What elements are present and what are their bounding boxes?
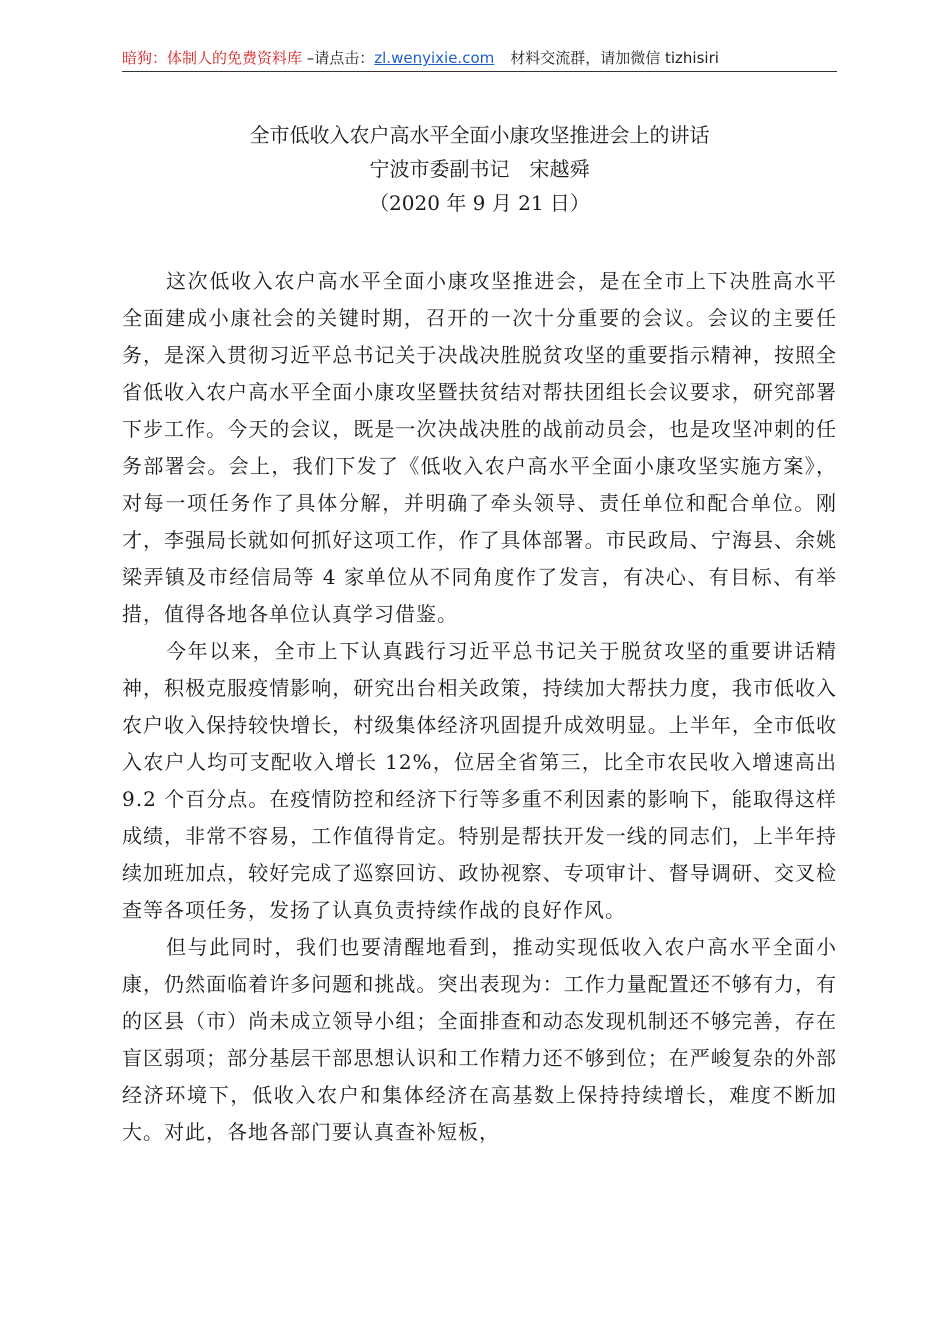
header-brand: 暗狗：体制人的免费资料库 xyxy=(122,49,303,67)
page-header xyxy=(122,46,837,70)
paragraph: 今年以来，全市上下认真践行习近平总书记关于脱贫攻坚的重要讲话精神，积极克服疫情影响，研究出台相关政策，持续加大帮扶力度，我市低收入农户收入保持较快增长，村级集体经济巩固提升成效明显。上半年，全市低收入农户人均可支配收入增长 12%，位居全省第三，比全市农民收入增速高出 9.2 个百分点。在疫情防控和经济下行等多重不利因素的影响下，能取得这样成绩，非常不容易，工作值得肯定。特别是帮扶开发一线的同志们，上半年持续加班加点，较好完成了巡察回访、政协视察、专项审计、督导调研、交叉检查等各项任务，发扬了认真负责持续作战的良好作风。 xyxy=(122,639,837,922)
date-line: （2020 年 9 月 21 日） xyxy=(369,191,590,215)
header-divider xyxy=(122,71,837,72)
header-contact: 材料交流群，请加微信 tizhisiri xyxy=(510,49,719,67)
speaker-line: 宁波市委副书记 宋越舜 xyxy=(369,157,590,181)
header-prompt: –请点击： xyxy=(302,49,375,67)
paragraph: 但与此同时，我们也要清醒地看到，推动实现低收入农户高水平全面小康，仍然面临着许多问题和挑战。突出表现为：工作力量配置还不够有力，有的区县（市）尚未成立领导小组；全面排查和动态发现机制还不够完善，存在盲区弱项；部分基层干部思想认识和工作精力还不够到位；在严峻复杂的外部经济环境下，低收入农户和集体经济在高基数上保持持续增长，难度不断加大。对此，各地各部门要认真查补短板， xyxy=(122,935,837,1144)
paragraph: 这次低收入农户高水平全面小康攻坚推进会，是在全市上下决胜高水平全面建成小康社会的关键时期，召开的一次十分重要的会议。会议的主要任务，是深入贯彻习近平总书记关于决战决胜脱贫攻坚的重要指示精神，按照全省低收入农户高水平全面小康攻坚暨扶贫结对帮扶团组长会议要求，研究部署下步工作。今天的会议，既是一次决战决胜的战前动员会，也是攻坚冲刺的任务部署会。会上，我们下发了《低收入农户高水平全面小康攻坚实施方案》，对每一项任务作了具体分解，并明确了牵头领导、责任单位和配合单位。刚才，李强局长就如何抓好这项工作，作了具体部署。市民政局、宁海县、余姚梁弄镇及市经信局等 4 家单位从不同角度作了发言，有决心、有目标、有举措，值得各地各单位认真学习借鉴。 xyxy=(122,269,837,626)
document-title: 全市低收入农户高水平全面小康攻坚推进会上的讲话 xyxy=(249,123,710,147)
document-body xyxy=(122,263,837,1151)
title-block xyxy=(122,118,837,220)
header-link[interactable]: zl.wenyixie.com xyxy=(374,49,495,67)
